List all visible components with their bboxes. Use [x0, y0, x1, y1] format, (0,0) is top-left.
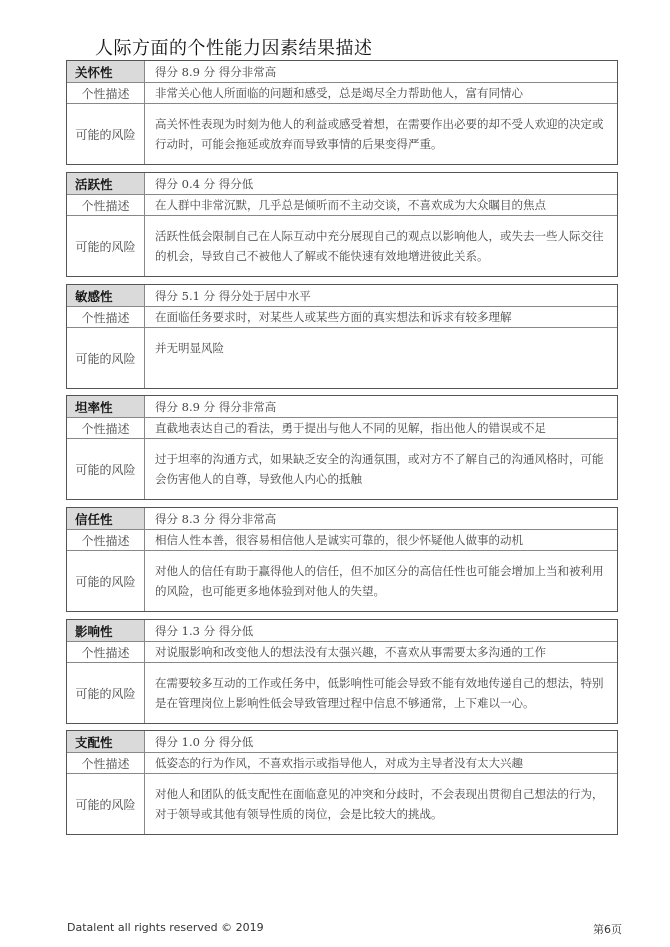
risk-row: [67, 215, 617, 276]
risk-label: 可能的风险: [67, 551, 145, 611]
description-row: [67, 529, 617, 550]
description-row: [67, 194, 617, 215]
trait-description: 相信人性本善，很容易相信他人是诚实可靠的，很少怀疑他人做事的动机: [155, 533, 523, 547]
description-row: [67, 641, 617, 662]
trait-score: 得分 8.3 分 得分非常高: [155, 511, 277, 526]
risk-label: 可能的风险: [67, 328, 145, 388]
description-label: 个性描述: [67, 83, 145, 103]
page-title: 人际方面的个性能力因素结果描述: [95, 38, 373, 59]
trait-score: 得分 8.9 分 得分非常高: [155, 399, 277, 414]
trait-risk: 并无明显风险: [155, 341, 224, 355]
score-row: [67, 508, 617, 529]
trait-block: [66, 619, 618, 724]
trait-risk: 对他人的信任有助于赢得他人的信任，但不加区分的高信任性也可能会增加上当和被利用的风险，也可能更多地体验到对他人的失望。: [155, 564, 604, 598]
score-row: [67, 731, 617, 752]
description-label: 个性描述: [67, 195, 145, 215]
description-row: [67, 752, 617, 773]
risk-row: [67, 327, 617, 388]
trait-name: 支配性: [67, 731, 145, 752]
description-label: 个性描述: [67, 418, 145, 438]
score-row: [67, 285, 617, 306]
score-row: [67, 173, 617, 194]
description-label: 个性描述: [67, 753, 145, 773]
trait-score: 得分 0.4 分 得分低: [155, 176, 254, 191]
risk-row: [67, 550, 617, 611]
description-row: [67, 417, 617, 438]
trait-description: 在面临任务要求时，对某些人或某些方面的真实想法和诉求有较多理解: [155, 310, 512, 324]
risk-label: 可能的风险: [67, 439, 145, 499]
trait-name: 影响性: [67, 620, 145, 641]
trait-name: 坦率性: [67, 396, 145, 417]
risk-label: 可能的风险: [67, 104, 145, 164]
risk-label: 可能的风险: [67, 663, 145, 723]
trait-risk: 对他人和团队的低支配性在面临意见的冲突和分歧时，不会表现出贯彻自己想法的行为，对于领导或其他有领导性质的岗位，会是比较大的挑战。: [155, 787, 604, 821]
trait-block: [66, 172, 618, 277]
trait-block: [66, 395, 618, 500]
trait-risk: 过于坦率的沟通方式，如果缺乏安全的沟通氛围，或对方不了解自己的沟通风格时，可能会伤害他人的自尊，导致他人内心的抵触: [155, 452, 604, 486]
trait-score: 得分 5.1 分 得分处于居中水平: [155, 288, 311, 303]
trait-description: 直截地表达自己的看法，勇于提出与他人不同的见解，指出他人的错误或不足: [155, 421, 546, 435]
description-label: 个性描述: [67, 530, 145, 550]
trait-description: 在人群中非常沉默，几乎总是倾听而不主动交谈，不喜欢成为大众瞩目的焦点: [155, 198, 546, 212]
trait-block: [66, 730, 618, 835]
trait-name: 敏感性: [67, 285, 145, 306]
trait-score: 得分 1.0 分 得分低: [155, 734, 254, 749]
trait-block: [66, 284, 618, 389]
page-number: 第6页: [593, 923, 622, 936]
score-row: [67, 61, 617, 82]
risk-row: [67, 103, 617, 164]
trait-name: 关怀性: [67, 61, 145, 82]
trait-risk: 在需要较多互动的工作或任务中，低影响性可能会导致不能有效地传递自己的想法，特别是在管理岗位上影响性低会导致管理过程中信息不够通常，上下难以一心。: [155, 676, 604, 710]
risk-row: [67, 773, 617, 834]
risk-row: [67, 662, 617, 723]
trait-description: 对说服影响和改变他人的想法没有太强兴趣，不喜欢从事需要太多沟通的工作: [155, 645, 546, 659]
trait-name: 信任性: [67, 508, 145, 529]
trait-score: 得分 1.3 分 得分低: [155, 623, 254, 638]
risk-label: 可能的风险: [67, 774, 145, 834]
score-row: [67, 620, 617, 641]
trait-score: 得分 8.9 分 得分非常高: [155, 64, 277, 79]
trait-description: 非常关心他人所面临的问题和感受，总是竭尽全力帮助他人，富有同情心: [155, 86, 523, 100]
trait-block: [66, 60, 618, 165]
score-row: [67, 396, 617, 417]
trait-risk: 活跃性低会限制自己在人际互动中充分展现自己的观点以影响他人，或失去一些人际交往的机会，导致自己不被他人了解或不能快速有效地增进彼此关系。: [155, 229, 604, 263]
footer-copyright: Datalent all rights reserved © 2019: [67, 921, 264, 934]
risk-label: 可能的风险: [67, 216, 145, 276]
trait-name: 活跃性: [67, 173, 145, 194]
trait-risk: 高关怀性表现为时刻为他人的利益或感受着想，在需要作出必要的却不受人欢迎的决定或行动时，可能会拖延或放弃而导致事情的后果变得严重。: [155, 117, 604, 151]
trait-description: 低姿态的行为作风，不喜欢指示或指导他人，对成为主导者没有太大兴趣: [155, 756, 523, 770]
description-row: [67, 82, 617, 103]
description-label: 个性描述: [67, 642, 145, 662]
description-row: [67, 306, 617, 327]
description-label: 个性描述: [67, 307, 145, 327]
trait-block: [66, 507, 618, 612]
risk-row: [67, 438, 617, 499]
